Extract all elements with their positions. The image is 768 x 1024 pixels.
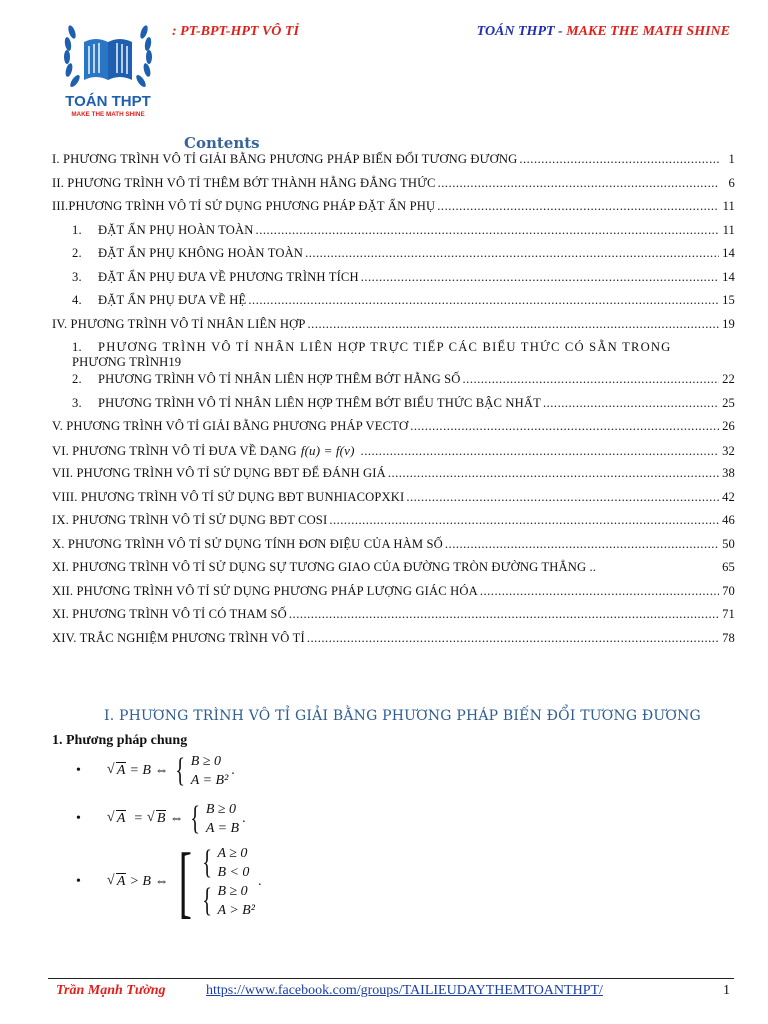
- toc-page: 50: [722, 536, 735, 551]
- toc-label: I. PHƯƠNG TRÌNH VÔ TỈ GIẢI BẰNG PHƯƠNG PHÁP BIẾN ĐỔI TƯƠNG ĐƯƠNG: [52, 152, 518, 166]
- toc-label: VIII. PHƯƠNG TRÌNH VÔ TỈ SỬ DỤNG BĐT BUNHIACOPXKI: [52, 489, 405, 504]
- brace-icon: {: [190, 800, 201, 837]
- table-of-contents: [52, 152, 735, 654]
- toc-entry[interactable]: [52, 607, 735, 631]
- toc-label: XI. PHƯƠNG TRÌNH VÔ TỈ CÓ THAM SỐ: [52, 607, 287, 621]
- toc-entry[interactable]: [52, 270, 735, 294]
- toc-entry[interactable]: [52, 490, 735, 514]
- toc-label: IX. PHƯƠNG TRÌNH VÔ TỈ SỬ DỤNG BĐT COSI: [52, 513, 328, 527]
- toc-page: 19: [168, 355, 182, 369]
- toc-leader: [308, 317, 719, 332]
- formula-end: .: [257, 874, 262, 889]
- toc-entry[interactable]: [52, 152, 735, 176]
- toc-label: XII. PHƯƠNG TRÌNH VÔ TỈ SỬ DỤNG PHƯƠNG PHÁP LƯỢNG GIÁC HÓA: [52, 583, 478, 598]
- toc-label: X. PHƯƠNG TRÌNH VÔ TỈ SỬ DỤNG TÍNH ĐƠN ĐIỆU CỦA HÀM SỐ: [52, 536, 443, 551]
- toc-leader: [437, 199, 719, 214]
- toc-leader: [256, 223, 719, 238]
- contents-title: Contents: [184, 134, 260, 152]
- toc-number: 3.: [72, 395, 82, 410]
- footer-divider: [48, 978, 734, 979]
- toc-label: ĐẶT ẨN PHỤ KHÔNG HOÀN TOÀN: [98, 246, 304, 260]
- toc-leader: [361, 270, 719, 285]
- system-row: A ≥ 0: [217, 846, 248, 861]
- system-rows: [217, 882, 255, 920]
- toc-label: ĐẶT ẨN PHỤ HOÀN TOÀN: [98, 222, 254, 237]
- toc-leader: [248, 293, 719, 308]
- logo: [58, 12, 158, 124]
- toc-entry[interactable]: [52, 340, 735, 372]
- brace-icon: {: [202, 882, 213, 919]
- toc-label: IV. PHƯƠNG TRÌNH VÔ TỈ NHÂN LIÊN HỢP: [52, 316, 306, 331]
- toc-label: ĐẶT ẨN PHỤ ĐƯA VỀ PHƯƠNG TRÌNH TÍCH: [98, 269, 359, 284]
- formula-sqrtA-eq-B: [76, 752, 235, 790]
- toc-entry[interactable]: [52, 560, 735, 584]
- sqrt-sign: [107, 874, 127, 890]
- footer-facebook-link[interactable]: https://www.facebook.com/groups/TAILIEUDAYTHEMTOANTHPT/: [206, 983, 603, 998]
- radicand: A: [116, 811, 126, 826]
- toc-label: II. PHƯƠNG TRÌNH VÔ TỈ THÊM BỚT THÀNH HẰNG ĐẲNG THỨC: [52, 175, 436, 190]
- system: [187, 800, 239, 838]
- system-row: B ≥ 0: [217, 884, 248, 899]
- toc-number: 3.: [72, 269, 82, 284]
- toc-number: 2.: [72, 246, 82, 260]
- footer-author: Trần Mạnh Tường: [56, 983, 166, 998]
- header-brand: [477, 24, 730, 40]
- formula-sqrtA-eq-sqrtB: [76, 800, 246, 838]
- system: [172, 752, 228, 790]
- toc-page: 22: [722, 372, 735, 386]
- toc-leader: [463, 372, 719, 387]
- bullet: •: [76, 811, 81, 826]
- toc-page: 32: [722, 443, 735, 458]
- header-brand-a: TOÁN THPT -: [476, 24, 567, 39]
- toc-formula: f(u) = f(v): [300, 442, 355, 458]
- toc-entry[interactable]: [52, 372, 735, 396]
- toc-number: 2.: [72, 372, 82, 386]
- toc-label: VI. PHƯƠNG TRÌNH VÔ TỈ ĐƯA VỀ DẠNG: [52, 443, 297, 458]
- toc-leader: [410, 419, 719, 434]
- brace-icon: {: [202, 844, 213, 881]
- toc-entry[interactable]: [52, 466, 735, 490]
- logo-title: TOÁN THPT: [65, 93, 151, 110]
- bullet: •: [76, 874, 81, 889]
- toc-leader: [480, 584, 719, 599]
- toc-leader: [329, 513, 719, 528]
- toc-entry[interactable]: [52, 317, 735, 341]
- toc-page: 11: [722, 222, 735, 237]
- toc-label: III.PHƯƠNG TRÌNH VÔ TỈ SỬ DỤNG PHƯƠNG PHÁP ĐẶT ẨN PHỤ: [52, 199, 436, 213]
- radicand: A: [116, 763, 126, 778]
- system-rows: [217, 844, 249, 882]
- toc-page: 46: [722, 513, 735, 527]
- formula-rhs: > B ⇔: [129, 874, 169, 889]
- equals: =: [133, 811, 143, 826]
- toc-label: XI. PHƯƠNG TRÌNH VÔ TỈ SỬ DỤNG SỰ TƯƠNG GIAO CỦA ĐƯỜNG TRÒN ĐƯỜNG THẲNG ..: [52, 560, 597, 574]
- radicand: B: [156, 811, 166, 826]
- radicand: A: [116, 874, 126, 889]
- toc-label-cont: PHƯƠNG TRÌNH: [72, 355, 169, 369]
- toc-page: 42: [722, 489, 735, 504]
- toc-page: 38: [722, 466, 735, 480]
- toc-entry[interactable]: [52, 419, 735, 443]
- toc-page: 11: [722, 199, 735, 213]
- system-row: A > B²: [217, 903, 255, 918]
- toc-leader: [388, 466, 719, 481]
- bracket-icon: [: [179, 838, 193, 926]
- toc-page: 25: [722, 395, 735, 410]
- toc-page: 14: [722, 246, 735, 260]
- page-number: 1: [723, 983, 730, 998]
- sqrt-sign: [147, 811, 167, 827]
- system-row: A = B²: [190, 773, 229, 788]
- sqrt-sign: [107, 811, 127, 827]
- logo-emblem-icon: [58, 12, 158, 124]
- toc-entry[interactable]: [52, 631, 735, 655]
- toc-number: 4.: [72, 293, 82, 307]
- toc-entry[interactable]: [52, 584, 735, 608]
- toc-page: 1: [728, 152, 735, 166]
- toc-page: 19: [722, 316, 735, 331]
- toc-page: 14: [722, 269, 735, 284]
- sqrt-sign: [107, 763, 127, 779]
- toc-page: 15: [722, 293, 735, 307]
- toc-entry[interactable]: [52, 396, 735, 420]
- toc-entry[interactable]: [52, 176, 735, 200]
- toc-label: XIV. TRẮC NGHIỆM PHƯƠNG TRÌNH VÔ TỈ: [52, 630, 305, 645]
- case-a: [199, 844, 255, 882]
- toc-entry[interactable]: [52, 246, 735, 270]
- toc-page: 65: [722, 560, 735, 574]
- toc-page: 6: [728, 175, 735, 190]
- formula-sqrtA-gt-B: [76, 838, 262, 926]
- toc-entry[interactable]: [52, 223, 735, 247]
- formula-rhs: ⇔: [169, 811, 184, 826]
- toc-label: PHƯƠNG TRÌNH VÔ TỈ NHÂN LIÊN HỢP THÊM BỚT BIỂU THỨC BẬC NHẤT: [98, 395, 541, 410]
- toc-label: VII. PHƯƠNG TRÌNH VÔ TỈ SỬ DỤNG BĐT ĐỂ ĐÁNH GIÁ: [52, 466, 386, 480]
- header-topic: : PT-BPT-HPT VÔ TỈ: [172, 24, 299, 39]
- logo-tagline: MAKE THE MATH SHINE: [71, 111, 145, 118]
- toc-entry[interactable]: [52, 443, 735, 467]
- toc-leader: [406, 490, 719, 505]
- toc-entry[interactable]: [52, 199, 735, 223]
- bullet: •: [76, 763, 81, 778]
- toc-label: PHƯƠNG TRÌNH VÔ TỈ NHÂN LIÊN HỢP THÊM BỚT HẰNG SỐ: [98, 372, 461, 386]
- toc-number: 1.: [72, 222, 82, 237]
- toc-page: 71: [722, 607, 735, 621]
- toc-leader: [305, 246, 719, 261]
- toc-label: PHƯƠNG TRÌNH VÔ TỈ NHÂN LIÊN HỢP TRỰC TIẾP CÁC BIỂU THỨC CÓ SẴN TRONG: [98, 340, 672, 354]
- toc-label: ĐẶT ẨN PHỤ ĐƯA VỀ HỆ: [98, 293, 247, 307]
- formula-end: .: [231, 763, 235, 778]
- system-rows: [191, 752, 229, 790]
- system-row: B ≥ 0: [205, 802, 237, 817]
- subsection-title: 1. Phương pháp chung: [52, 733, 188, 748]
- toc-leader: [307, 631, 719, 646]
- header-brand-b: MAKE THE MATH SHINE: [566, 24, 730, 39]
- formula-end: .: [242, 811, 246, 826]
- toc-entry[interactable]: [52, 513, 735, 537]
- toc-leader: [361, 444, 719, 459]
- toc-page: 26: [722, 419, 735, 433]
- toc-leader: [438, 176, 719, 191]
- toc-leader: [445, 537, 719, 552]
- brace-icon: {: [175, 752, 186, 789]
- toc-number: 1.: [72, 340, 82, 354]
- system-rows: [206, 800, 239, 838]
- system-row: A = B: [205, 821, 240, 836]
- toc-entry[interactable]: [52, 293, 735, 317]
- cases: [199, 844, 255, 920]
- toc-page: 78: [722, 630, 735, 645]
- toc-leader: [519, 152, 719, 167]
- toc-leader: [289, 607, 719, 622]
- system-row: B ≥ 0: [190, 754, 222, 769]
- toc-leader: [543, 396, 719, 411]
- system-row: B < 0: [217, 865, 250, 880]
- toc-label: V. PHƯƠNG TRÌNH VÔ TỈ GIẢI BẰNG PHƯƠNG PHÁP VECTƠ: [52, 419, 409, 433]
- toc-page: 70: [722, 583, 735, 598]
- section-heading: I. PHƯƠNG TRÌNH VÔ TỈ GIẢI BẰNG PHƯƠNG PHÁP BIẾN ĐỔI TƯƠNG ĐƯƠNG: [104, 708, 701, 724]
- case-b: [199, 882, 255, 920]
- system: [172, 838, 255, 926]
- toc-entry[interactable]: [52, 537, 735, 561]
- formula-rhs: = B ⇔: [129, 763, 169, 778]
